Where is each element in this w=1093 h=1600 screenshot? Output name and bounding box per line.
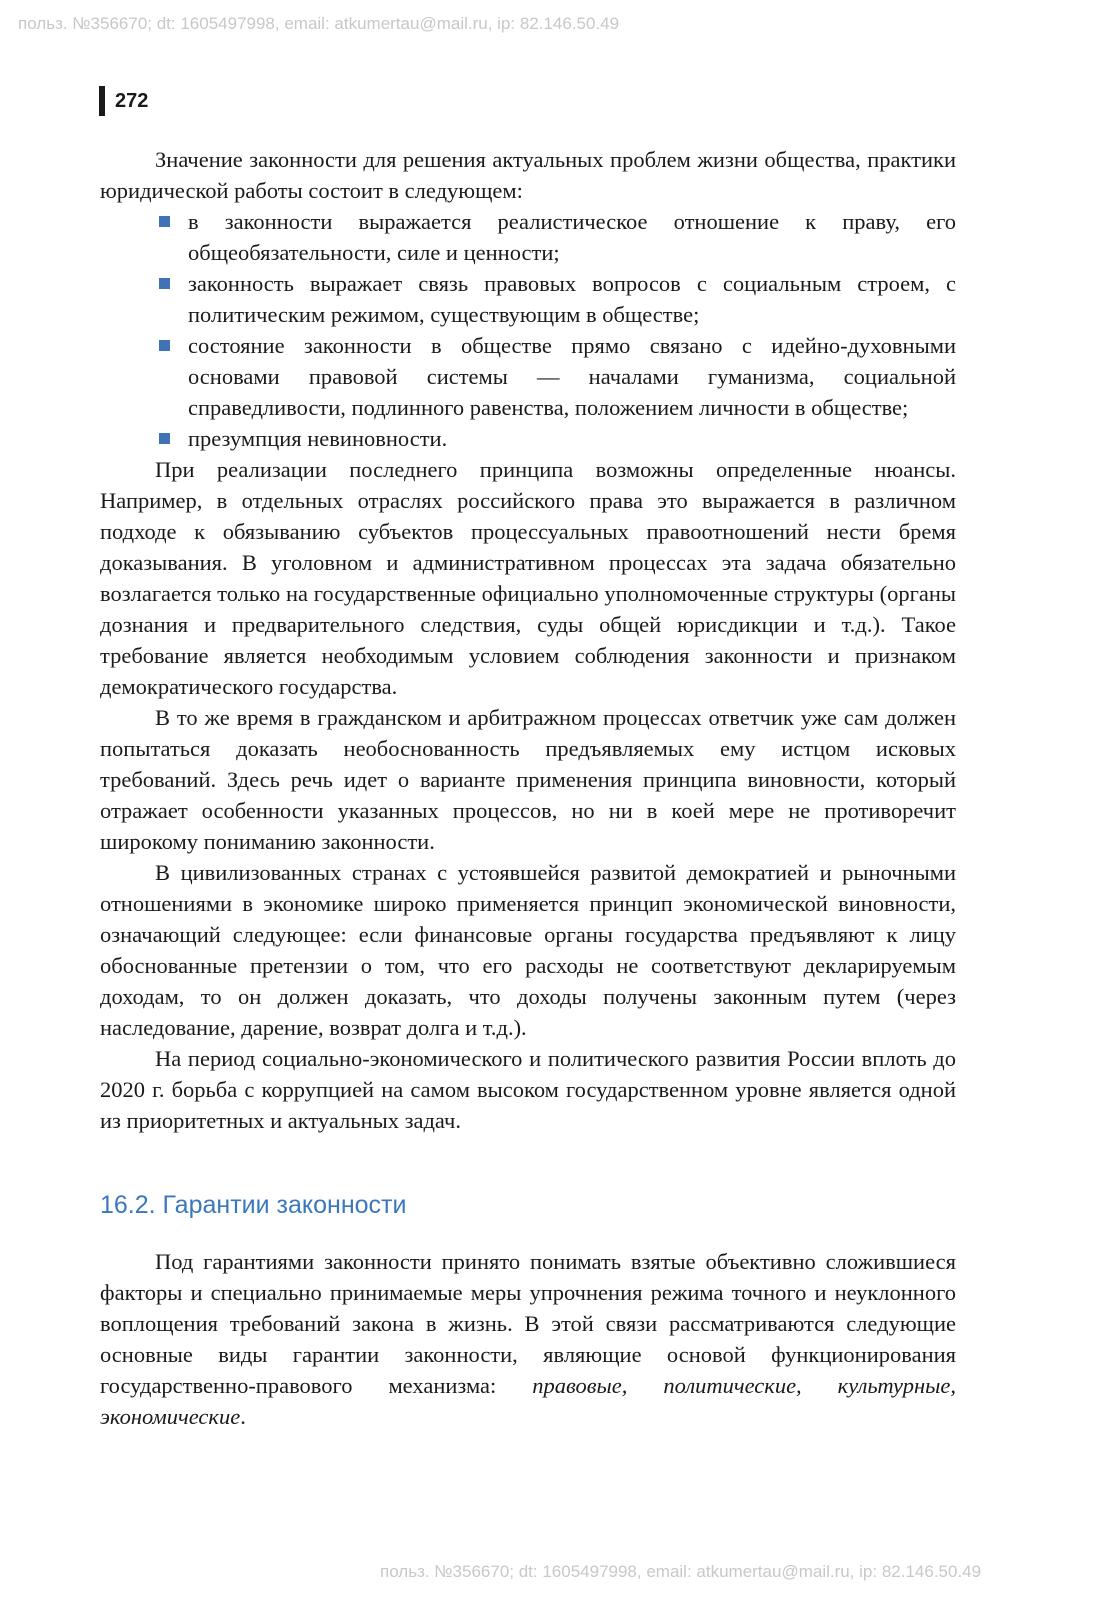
intro-paragraph: Значение законности для решения актуальных проблем жизни общества, практики юридической работы состоит в следующем: (100, 147, 956, 203)
page-number-text: 272 (115, 89, 149, 112)
list-item-text: в законности выражается реалистическое отношение к праву, его общеобязательности, силе и ценности; (188, 209, 956, 265)
section-heading: 16.2. Гарантии законности (100, 1191, 407, 1219)
bullet-square-icon (159, 340, 170, 351)
list-item (188, 268, 956, 330)
section-paragraph (100, 1246, 956, 1432)
section-paragraph-text: Под гарантиями законности принято понимать взятые объективно сложившиеся факторы и специально принимаемые меры упрочнения режима точного и неуклонного воплощения требований закона в жизнь. В этой связи рассматриваются следующие основные виды гарантии законности, являющие основой функционирования государственно-правового механизма: (100, 1249, 956, 1398)
bullet-square-icon (159, 216, 170, 227)
list-item-text: презумпция невиновности. (188, 426, 448, 451)
page-body (100, 144, 956, 1432)
bullet-list (100, 206, 956, 454)
guarantee-types-italic: правовые, политические, культурные, экономические (100, 1373, 956, 1429)
body-paragraph: В то же время в гражданском и арбитражном процессах ответчик уже сам должен попытаться доказать необоснованность предъявляемых ему истцом исковых требований. Здесь речь идет о варианте применения принципа виновности, который отражает особенности указанных процессов, но ни в коей мере не противоречит широкому пониманию законности. (100, 705, 956, 854)
page-number-bar (99, 86, 105, 116)
list-item-text: законность выражает связь правовых вопросов с социальным строем, с политическим режимом, существующим в обществе; (188, 271, 956, 327)
bullet-square-icon (159, 433, 170, 444)
page-number (99, 86, 148, 116)
list-item (188, 423, 956, 454)
body-paragraph: В цивилизованных странах с устоявшейся развитой демократией и рыночными отношениями в экономике широко применяется принцип экономической виновности, означающий следующее: если финансовые органы государства предъявляют к лицу обоснованные претензии о том, что его расходы не соответствуют декларируемым доходам, то он должен доказать, что доходы получены законным путем (через наследование, дарение, возврат долга и т.д.). (100, 860, 956, 1040)
list-item (188, 206, 956, 268)
section-paragraph-end: . (240, 1404, 246, 1429)
list-item-text: состояние законности в обществе прямо связано с идейно-духовными основами правовой системы — началами гуманизма, социальной справедливости, подлинного равенства, положением личности в обществе; (188, 333, 956, 420)
watermark-bottom: польз. №356670; dt: 1605497998, email: atkumertau@mail.ru, ip: 82.146.50.49 (380, 1562, 982, 1581)
list-item (188, 330, 956, 423)
watermark-top: польз. №356670; dt: 1605497998, email: atkumertau@mail.ru, ip: 82.146.50.49 (18, 14, 620, 33)
body-paragraph: При реализации последнего принципа возможны определенные нюансы. Например, в отдельных отраслях российского права это выражается в различном подходе к обязыванию субъектов процессуальных правоотношений нести бремя доказывания. В уголовном и административном процессах эта задача обязательно возлагается только на государственные официально уполномоченные структуры (органы дознания и предварительного следствия, суды общей юрисдикции и т.д.). Такое требование является необходимым условием соблюдения законности и признаком демократического государства. (100, 457, 956, 699)
bullet-square-icon (159, 278, 170, 289)
body-paragraph: На период социально-экономического и политического развития России вплоть до 2020 г. борьба с коррупцией на самом высоком государственном уровне является одной из приоритетных и актуальных задач. (100, 1046, 956, 1133)
